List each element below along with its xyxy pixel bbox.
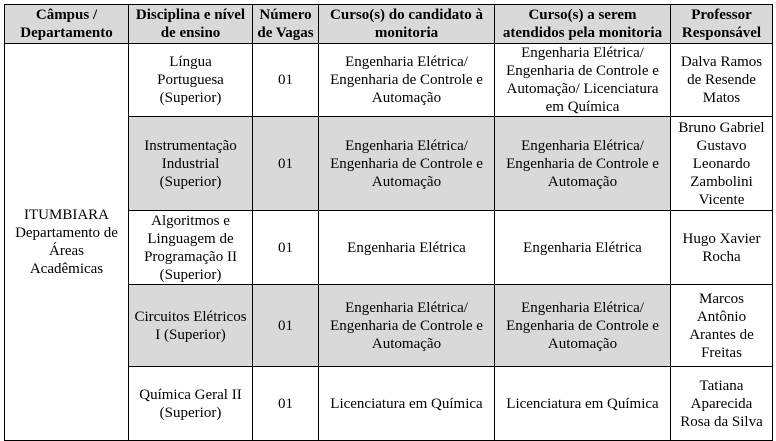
- professor-line: Leonardo: [692, 155, 751, 172]
- discipline-cell: [129, 117, 253, 211]
- header-campus-line: Departamento: [20, 25, 113, 41]
- served-courses-line: Engenharia Elétrica/: [521, 299, 644, 316]
- discipline-cell: [129, 285, 253, 367]
- discipline-cell: [129, 367, 253, 441]
- header-row: [5, 5, 773, 44]
- discipline-line: Programação II: [144, 248, 237, 265]
- campus-line: Áreas: [49, 243, 84, 259]
- header-campus: [5, 5, 129, 44]
- candidate-course-line: Engenharia Elétrica/: [345, 137, 468, 154]
- professor-line: Rocha: [702, 248, 741, 265]
- professor-line: Hugo Xavier: [682, 230, 761, 247]
- candidate-course-line: Engenharia Elétrica/: [345, 54, 468, 70]
- discipline-line: Circuitos Elétricos: [134, 308, 247, 325]
- header-professor: [671, 5, 773, 44]
- professor-line: Vicente: [698, 191, 745, 208]
- professor-cell: [671, 285, 773, 367]
- monitoria-table: [4, 4, 773, 441]
- candidate-course-line: Automação: [371, 90, 442, 106]
- professor-cell: [671, 117, 773, 211]
- served-courses-line: Engenharia Elétrica: [523, 239, 642, 256]
- professor-line: Marcos: [699, 290, 744, 307]
- discipline-line: Algoritmos e: [151, 212, 230, 229]
- campus-cell: [5, 44, 129, 441]
- professor-line: Matos: [702, 90, 741, 106]
- discipline-line: Instrumentação: [144, 137, 237, 154]
- campus-line: Acadêmicas: [29, 261, 104, 277]
- served-courses-line: Engenharia de Controle e: [506, 63, 659, 79]
- vacancies-cell: 01: [253, 211, 319, 285]
- professor-line: Antônio: [696, 308, 747, 325]
- candidate-course-cell: [319, 285, 495, 367]
- professor-line: Gustavo: [696, 137, 747, 154]
- served-courses-cell: [495, 285, 671, 367]
- discipline-line: I (Superior): [155, 326, 226, 343]
- header-vacancies-line: Número: [259, 7, 312, 23]
- discipline-line: (Superior): [159, 90, 222, 106]
- candidate-course-line: Automação: [371, 335, 442, 352]
- header-served-courses-line: atendidos pela monitoria: [502, 25, 663, 41]
- discipline-line: Linguagem de: [147, 230, 234, 247]
- professor-line: Bruno Gabriel: [678, 119, 765, 136]
- professor-line: Freitas: [701, 344, 742, 361]
- served-courses-line: Automação: [547, 335, 618, 352]
- header-candidate-course-line: Curso(s) do candidato à: [330, 7, 483, 23]
- discipline-cell: [129, 44, 253, 117]
- header-discipline-line: de ensino: [160, 25, 221, 41]
- discipline-line: (Superior): [159, 266, 222, 283]
- header-discipline: [129, 5, 253, 44]
- header-served-courses: [495, 5, 671, 44]
- campus-line: ITUMBIARA: [24, 207, 109, 223]
- professor-line: Tatiana: [699, 377, 744, 394]
- professor-cell: [671, 44, 773, 117]
- header-professor-line: Responsável: [681, 25, 762, 41]
- candidate-course-line: Licenciatura em Química: [330, 395, 483, 412]
- header-vacancies-line: de Vagas: [257, 25, 314, 41]
- discipline-line: (Superior): [159, 173, 222, 190]
- candidate-course-line: Engenharia de Controle e: [330, 155, 483, 172]
- professor-line: de Resende: [687, 72, 756, 88]
- candidate-course-cell: [319, 367, 495, 441]
- header-candidate-course: [319, 5, 495, 44]
- served-courses-line: Engenharia Elétrica/: [521, 137, 644, 154]
- vacancies-cell: 01: [253, 367, 319, 441]
- candidate-course-line: Engenharia Elétrica: [347, 239, 466, 256]
- header-vacancies: [253, 5, 319, 44]
- discipline-line: Língua: [169, 54, 212, 70]
- professor-line: Rosa da Silva: [680, 413, 763, 430]
- discipline-line: Industrial: [161, 155, 220, 172]
- candidate-course-cell: [319, 211, 495, 285]
- discipline-line: Portuguesa: [157, 72, 224, 88]
- served-courses-line: Automação: [547, 173, 618, 190]
- discipline-cell: [129, 211, 253, 285]
- candidate-course-cell: [319, 44, 495, 117]
- header-discipline-line: Disciplina e nível: [135, 7, 246, 23]
- candidate-course-line: Engenharia de Controle e: [330, 317, 483, 334]
- served-courses-line: Engenharia Elétrica/: [521, 45, 644, 61]
- table-row: [5, 44, 773, 117]
- vacancies-cell: 01: [253, 117, 319, 211]
- professor-cell: [671, 211, 773, 285]
- professor-cell: [671, 367, 773, 441]
- candidate-course-line: Engenharia de Controle e: [330, 72, 483, 88]
- candidate-course-line: Automação: [371, 173, 442, 190]
- served-courses-cell: [495, 211, 671, 285]
- served-courses-line: Engenharia de Controle e: [506, 317, 659, 334]
- header-professor-line: Professor: [691, 7, 752, 23]
- professor-line: Aparecida: [690, 395, 753, 412]
- served-courses-line: Engenharia de Controle e: [506, 155, 659, 172]
- header-campus-line: Câmpus /: [35, 7, 98, 23]
- professor-line: Dalva Ramos: [680, 54, 763, 70]
- vacancies-cell: 01: [253, 44, 319, 117]
- served-courses-line: Automação/ Licenciatura: [506, 81, 659, 97]
- served-courses-cell: [495, 44, 671, 117]
- candidate-course-line: Engenharia Elétrica/: [345, 299, 468, 316]
- served-courses-cell: [495, 117, 671, 211]
- discipline-line: (Superior): [159, 404, 222, 421]
- header-served-courses-line: Curso(s) a serem: [528, 7, 637, 23]
- discipline-line: Química Geral II: [139, 386, 242, 403]
- professor-line: Arantes de: [689, 326, 754, 343]
- professor-line: Zambolini: [690, 173, 753, 190]
- candidate-course-cell: [319, 117, 495, 211]
- vacancies-cell: 01: [253, 285, 319, 367]
- header-candidate-course-line: monitoria: [374, 25, 439, 41]
- served-courses-line: em Química: [545, 99, 620, 115]
- served-courses-cell: [495, 367, 671, 441]
- campus-line: Departamento de: [15, 225, 118, 241]
- served-courses-line: Licenciatura em Química: [506, 395, 659, 412]
